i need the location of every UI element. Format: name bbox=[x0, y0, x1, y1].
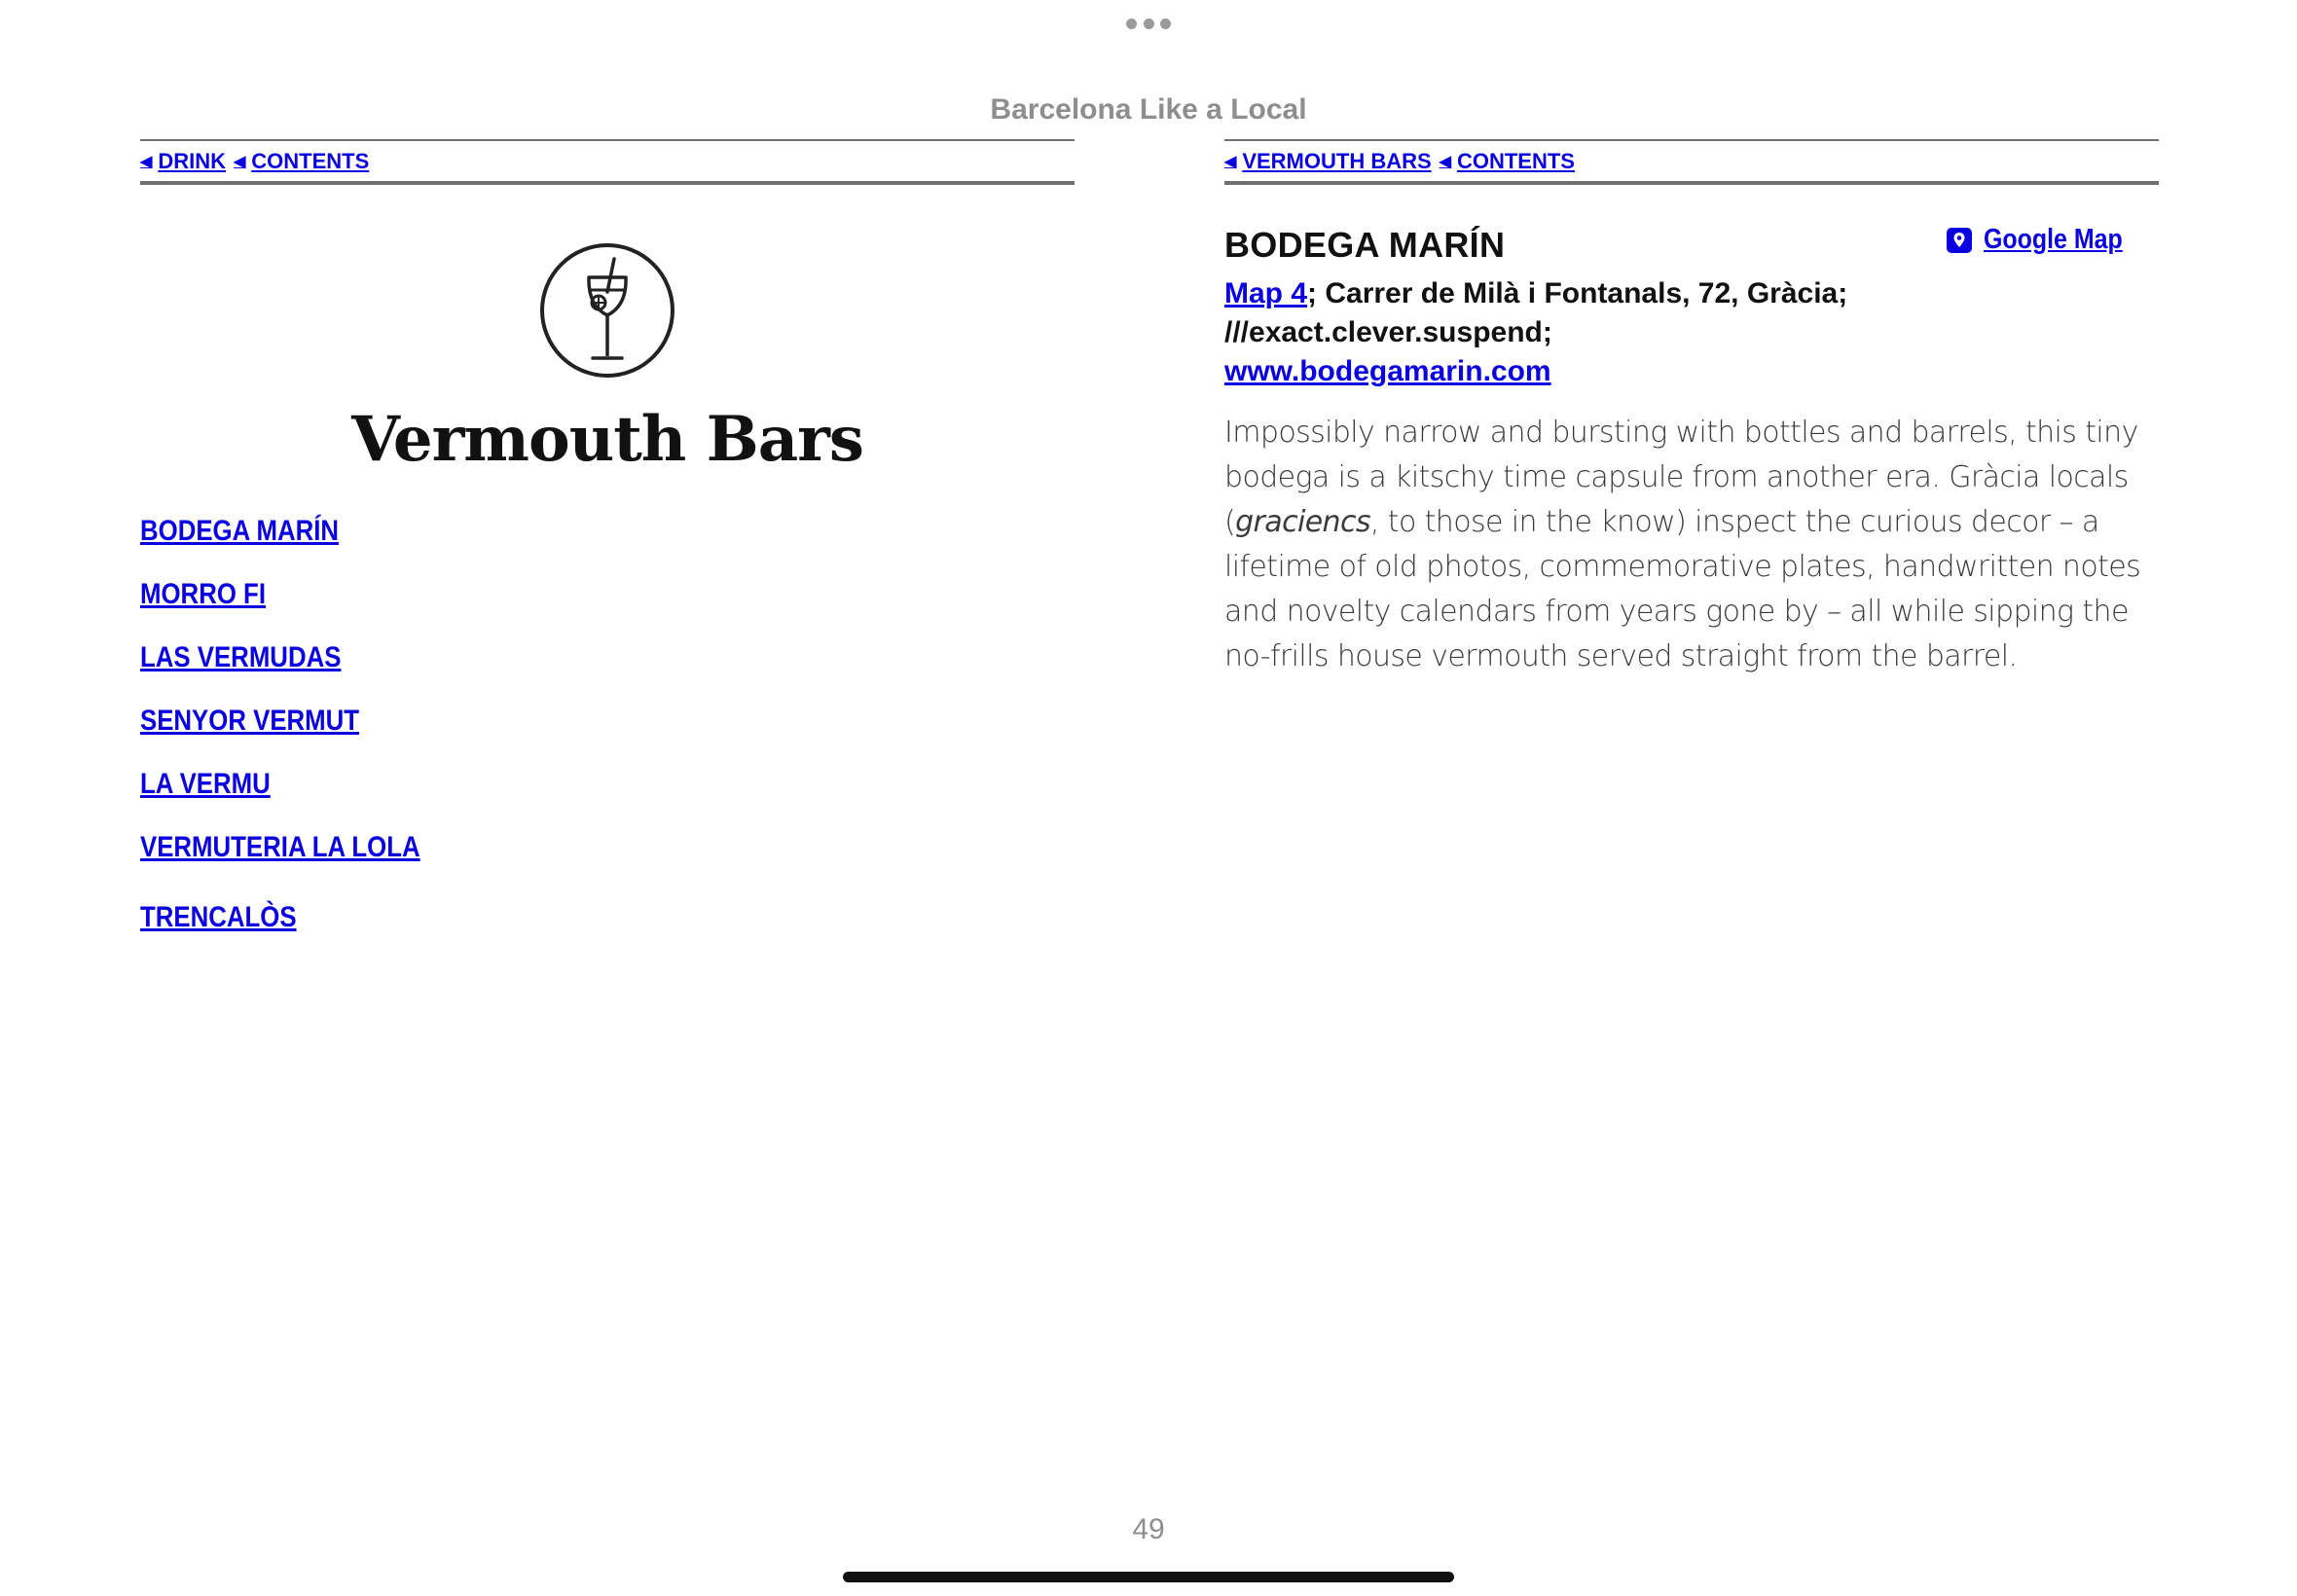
back-triangle-icon: ◀ bbox=[1224, 154, 1237, 170]
back-triangle-icon: ◀ bbox=[233, 154, 246, 170]
map-ref-link[interactable]: Map 4 bbox=[1224, 277, 1308, 309]
venue-description bbox=[1224, 411, 2159, 679]
wine-glass-icon bbox=[538, 241, 676, 380]
address-text: ; Carrer de Milà i Fontanals, 72, Gràcia; ///exact.clever.suspend; bbox=[1224, 277, 1848, 348]
nav-link-label: DRINK bbox=[158, 149, 226, 173]
map-pin-icon bbox=[1947, 228, 1972, 253]
right-page bbox=[1224, 139, 2159, 679]
back-triangle-icon: ◀ bbox=[1439, 154, 1451, 170]
toc-link-morro-fi[interactable]: MORRO FI bbox=[140, 578, 266, 610]
nav-link-vermouth-bars[interactable] bbox=[1224, 149, 1432, 174]
venue-header bbox=[1224, 222, 2159, 269]
toc-link-trencalos[interactable]: TRENCALÒS bbox=[140, 901, 297, 933]
nav-link-drink[interactable] bbox=[140, 149, 226, 174]
right-nav-bar bbox=[1224, 139, 2159, 185]
more-dots-icon[interactable] bbox=[1126, 17, 1171, 30]
toc-link-la-vermu[interactable]: LA VERMU bbox=[140, 768, 271, 800]
back-triangle-icon: ◀ bbox=[140, 154, 153, 170]
toc-link-vermuteria-la-lola[interactable]: VERMUTERIA LA LOLA bbox=[140, 831, 420, 863]
toc-link-las-vermudas[interactable]: LAS VERMUDAS bbox=[140, 641, 342, 673]
dot bbox=[1126, 18, 1137, 29]
home-indicator[interactable] bbox=[843, 1572, 1454, 1582]
toc-link-bodega-marin[interactable]: BODEGA MARÍN bbox=[140, 515, 340, 547]
dot bbox=[1144, 18, 1154, 29]
google-map-link[interactable] bbox=[1947, 224, 2145, 256]
chapter-title: Vermouth Bars bbox=[351, 403, 863, 476]
toc-list bbox=[140, 512, 1075, 961]
nav-link-label: CONTENTS bbox=[1456, 149, 1575, 173]
google-map-label: Google Map bbox=[1984, 224, 2123, 255]
book-title: Barcelona Like a Local bbox=[990, 93, 1307, 126]
nav-link-label: CONTENTS bbox=[251, 149, 370, 173]
page-number: 49 bbox=[1132, 1513, 1165, 1545]
toc-link-senyor-vermut[interactable]: SENYOR VERMUT bbox=[140, 705, 360, 737]
website-link[interactable]: www.bodegamarin.com bbox=[1224, 355, 1551, 387]
venue-address bbox=[1224, 274, 2159, 391]
description-text: Impossibly narrow and bursting with bottles and barrels, this tiny bodega is a kitschy time capsule from another era. Gràcia locals ( bbox=[1224, 416, 2138, 539]
left-page bbox=[140, 139, 1075, 961]
nav-link-contents[interactable] bbox=[234, 149, 369, 174]
venue-name: BODEGA MARÍN bbox=[1224, 225, 1506, 265]
dot bbox=[1160, 18, 1171, 29]
description-italic: graciencs bbox=[1235, 505, 1370, 539]
chapter-icon-wrap bbox=[140, 241, 1075, 380]
nav-link-contents[interactable] bbox=[1440, 149, 1575, 174]
description-text-cont: , to those in the know) inspect the curious decor – a lifetime of old photos, commemorative plates, handwritten notes and novelty calendars from years gone by – all while sipping the no-frills house vermouth served straight from the barrel. bbox=[1224, 505, 2141, 673]
left-nav-bar bbox=[140, 139, 1075, 185]
nav-link-label: VERMOUTH BARS bbox=[1242, 149, 1432, 173]
